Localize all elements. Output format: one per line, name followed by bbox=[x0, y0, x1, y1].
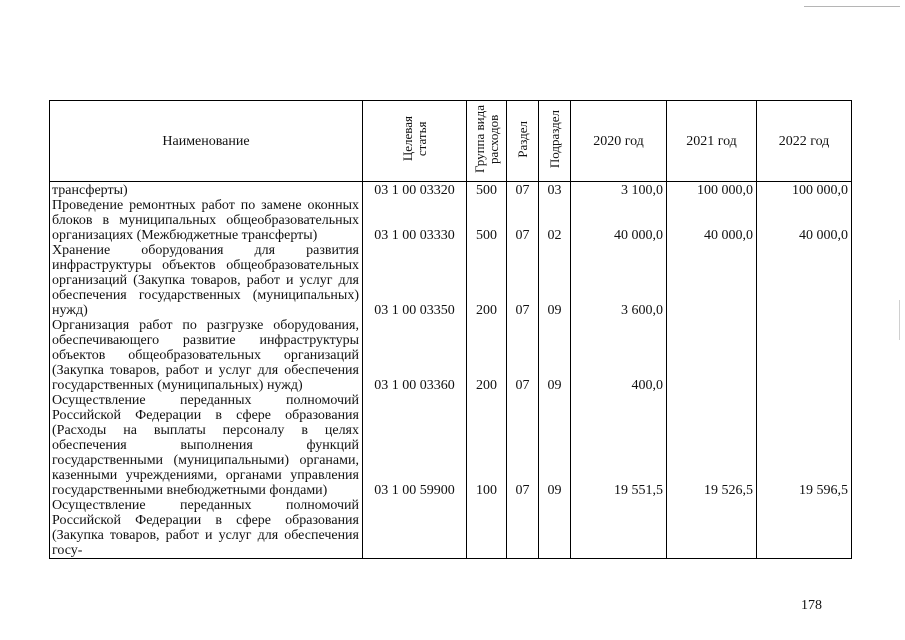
row-target-article: 03 1 00 03330 bbox=[363, 198, 467, 243]
top-rule bbox=[804, 6, 900, 7]
table-row bbox=[50, 182, 852, 199]
row-expense-group: 200 bbox=[467, 243, 507, 318]
row-2022: 19 596,5 bbox=[757, 393, 852, 498]
row-2020: 3 600,0 bbox=[571, 243, 667, 318]
row-section: 07 bbox=[507, 393, 539, 498]
row-2020: 3 100,0 bbox=[571, 182, 667, 199]
row-section bbox=[507, 498, 539, 559]
row-2022: 40 000,0 bbox=[757, 198, 852, 243]
header-subsection: Подраздел bbox=[539, 101, 571, 182]
row-2022: 100 000,0 bbox=[757, 182, 852, 199]
row-2021: 19 526,5 bbox=[667, 393, 757, 498]
row-2022 bbox=[757, 498, 852, 559]
row-name: трансферты) bbox=[50, 182, 363, 199]
header-target-article: Целевая статья bbox=[363, 101, 467, 182]
row-expense-group bbox=[467, 498, 507, 559]
row-2021 bbox=[667, 498, 757, 559]
row-section: 07 bbox=[507, 198, 539, 243]
budget-table bbox=[49, 100, 852, 559]
row-subsection bbox=[539, 498, 571, 559]
row-name: Проведение ремонтных работ по замене оконных блоков в муниципальных общеобразовательных организациях (Межбюджетные трансферты) bbox=[50, 198, 363, 243]
table-row bbox=[50, 243, 852, 318]
row-section: 07 bbox=[507, 243, 539, 318]
row-expense-group: 500 bbox=[467, 198, 507, 243]
header-2021: 2021 год bbox=[667, 101, 757, 182]
row-section: 07 bbox=[507, 318, 539, 393]
row-2020 bbox=[571, 498, 667, 559]
row-target-article: 03 1 00 59900 bbox=[363, 393, 467, 498]
row-target-article: 03 1 00 03360 bbox=[363, 318, 467, 393]
row-target-article: 03 1 00 03320 bbox=[363, 182, 467, 199]
row-2022 bbox=[757, 243, 852, 318]
row-2021 bbox=[667, 243, 757, 318]
row-2020: 19 551,5 bbox=[571, 393, 667, 498]
table-row bbox=[50, 498, 852, 559]
row-expense-group: 100 bbox=[467, 393, 507, 498]
row-expense-group: 500 bbox=[467, 182, 507, 199]
row-subsection: 09 bbox=[539, 243, 571, 318]
header-2022: 2022 год bbox=[757, 101, 852, 182]
row-subsection: 03 bbox=[539, 182, 571, 199]
row-expense-group: 200 bbox=[467, 318, 507, 393]
margin-mark bbox=[899, 300, 900, 340]
row-2021 bbox=[667, 318, 757, 393]
row-2020: 400,0 bbox=[571, 318, 667, 393]
row-2020: 40 000,0 bbox=[571, 198, 667, 243]
row-2021: 40 000,0 bbox=[667, 198, 757, 243]
header-section: Раздел bbox=[507, 101, 539, 182]
table-row bbox=[50, 318, 852, 393]
row-target-article bbox=[363, 498, 467, 559]
row-2022 bbox=[757, 318, 852, 393]
row-section: 07 bbox=[507, 182, 539, 199]
header-2020: 2020 год bbox=[571, 101, 667, 182]
row-name: Организация работ по разгрузке оборудования, обеспечивающего развитие инфраструктуры объектов общеобразовательных организаций (Закупка товаров, работ и услуг для обеспечения государственных (муниципальных) нужд) bbox=[50, 318, 363, 393]
row-name: Хранение оборудования для развития инфраструктуры объектов общеобразовательных организаций (Закупка товаров, работ и услуг для обеспечения государственных (муниципальных) нужд) bbox=[50, 243, 363, 318]
row-name: Осуществление переданных полномочий Российской Федерации в сфере образования (Расходы на выплаты персоналу в целях обеспечения выполнения функций государственными (муниципальными) органами, казенными учреждениями, органами управления государственными внебюджетными фондами) bbox=[50, 393, 363, 498]
row-name: Осуществление переданных полномочий Российской Федерации в сфере образования (Закупка товаров, работ и услуг для обеспечения госу- bbox=[50, 498, 363, 559]
row-2021: 100 000,0 bbox=[667, 182, 757, 199]
row-subsection: 09 bbox=[539, 318, 571, 393]
row-target-article: 03 1 00 03350 bbox=[363, 243, 467, 318]
table-header-row bbox=[50, 101, 852, 182]
row-subsection: 02 bbox=[539, 198, 571, 243]
page-number: 178 bbox=[801, 598, 822, 613]
header-expense-group: Группа вида расходов bbox=[467, 101, 507, 182]
table-row bbox=[50, 198, 852, 243]
header-name: Наименование bbox=[50, 101, 363, 182]
table-row bbox=[50, 393, 852, 498]
row-subsection: 09 bbox=[539, 393, 571, 498]
